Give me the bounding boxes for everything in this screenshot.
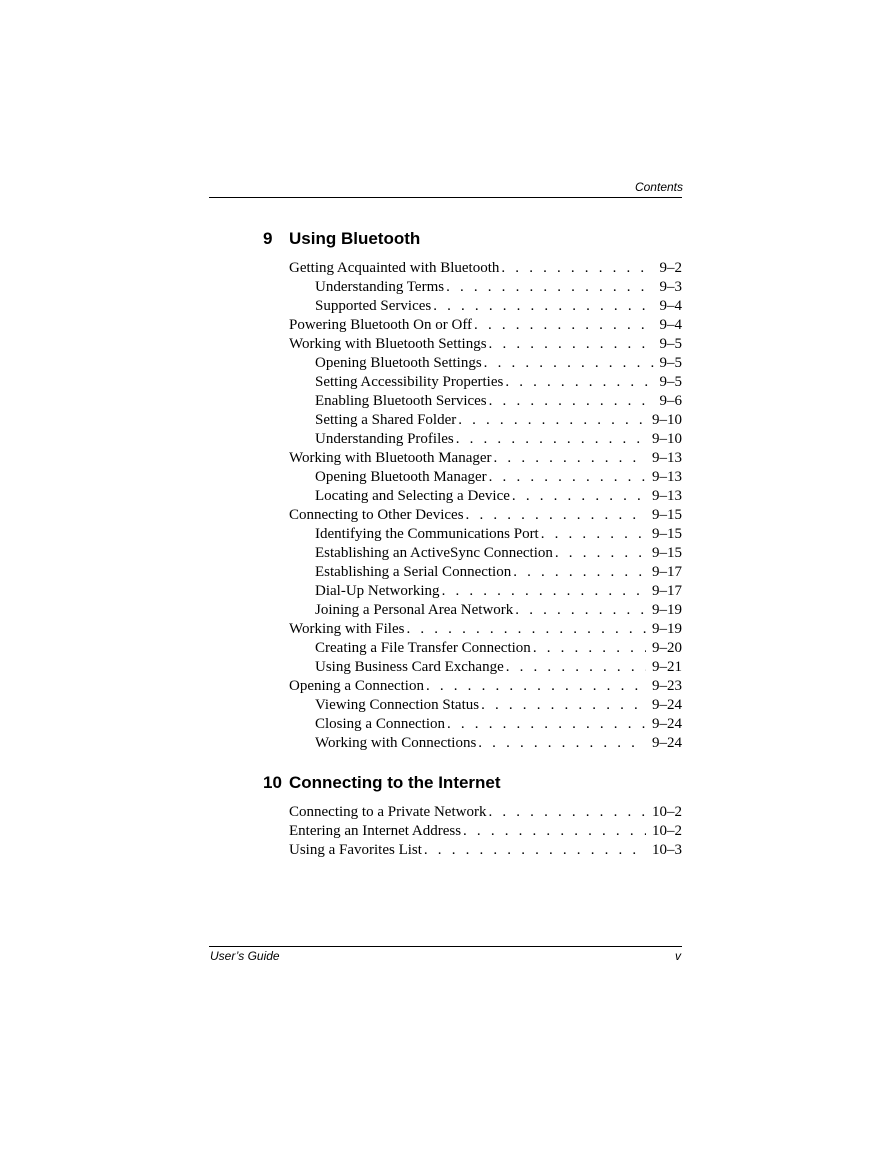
chapter-number: 10 bbox=[263, 773, 282, 792]
toc-entry-page: 9–3 bbox=[659, 279, 682, 295]
toc-entry[interactable] bbox=[289, 468, 682, 487]
toc-entry-label: Understanding Profiles bbox=[315, 431, 454, 447]
toc-entry-page: 9–20 bbox=[652, 640, 682, 656]
toc-entry[interactable] bbox=[289, 601, 682, 620]
toc-entry[interactable] bbox=[289, 316, 682, 335]
toc-entry-page: 9–5 bbox=[659, 336, 682, 352]
chapter-number: 9 bbox=[263, 229, 273, 248]
dot-leader bbox=[446, 278, 653, 297]
toc-entry-page: 10–2 bbox=[652, 804, 682, 820]
toc-entry[interactable] bbox=[289, 639, 682, 658]
dot-leader bbox=[478, 734, 646, 753]
toc-entry-label: Setting Accessibility Properties bbox=[315, 374, 504, 390]
header-rule bbox=[209, 197, 682, 198]
toc-entry-label: Entering an Internet Address bbox=[289, 823, 462, 839]
running-footer-title: User’s Guide bbox=[210, 949, 280, 963]
toc-entry-page: 9–24 bbox=[652, 697, 682, 713]
toc-entry-label: Opening Bluetooth Settings bbox=[315, 355, 482, 371]
dot-leader bbox=[488, 803, 646, 822]
toc-entry-page: 9–21 bbox=[652, 659, 682, 675]
toc-entry[interactable] bbox=[289, 841, 682, 860]
toc-entry[interactable] bbox=[289, 715, 682, 734]
chapter-section bbox=[263, 773, 682, 860]
toc-entry-page: 9–24 bbox=[652, 735, 682, 751]
dot-leader bbox=[489, 335, 654, 354]
toc-entry-label: Establishing a Serial Connection bbox=[315, 564, 512, 580]
toc-entry-label: Working with Files bbox=[289, 621, 405, 637]
toc-entry-label: Working with Bluetooth Settings bbox=[289, 336, 487, 352]
toc-entry-page: 9–13 bbox=[652, 450, 682, 466]
toc-entry-label: Enabling Bluetooth Services bbox=[315, 393, 487, 409]
toc-entry-label: Using Business Card Exchange bbox=[315, 659, 504, 675]
toc-entry-page: 9–23 bbox=[652, 678, 682, 694]
running-header: Contents bbox=[634, 180, 683, 194]
toc-entry[interactable] bbox=[289, 822, 682, 841]
chapter-heading bbox=[263, 229, 682, 249]
toc-entry-label: Connecting to a Private Network bbox=[289, 804, 487, 820]
toc-entry[interactable] bbox=[289, 335, 682, 354]
toc-entry[interactable] bbox=[289, 620, 682, 639]
toc-entry-label: Working with Bluetooth Manager bbox=[289, 450, 492, 466]
toc-entry-page: 10–2 bbox=[652, 823, 682, 839]
dot-leader bbox=[466, 506, 646, 525]
dot-leader bbox=[512, 487, 646, 506]
dot-leader bbox=[456, 430, 646, 449]
dot-leader bbox=[515, 601, 646, 620]
dot-leader bbox=[458, 411, 646, 430]
dot-leader bbox=[489, 392, 654, 411]
toc-entry-page: 9–15 bbox=[652, 545, 682, 561]
dot-leader bbox=[447, 715, 646, 734]
toc-entry[interactable] bbox=[289, 525, 682, 544]
toc-entry-page: 9–13 bbox=[652, 469, 682, 485]
footer-rule bbox=[209, 946, 682, 947]
toc-entry[interactable] bbox=[289, 677, 682, 696]
page-number: v bbox=[675, 949, 681, 963]
dot-leader bbox=[484, 354, 654, 373]
dot-leader bbox=[442, 582, 646, 601]
toc-entry-page: 9–10 bbox=[652, 431, 682, 447]
toc-entry-page: 9–15 bbox=[652, 526, 682, 542]
toc-entry-page: 9–17 bbox=[652, 564, 682, 580]
toc-entry[interactable] bbox=[289, 354, 682, 373]
toc-entry-page: 9–13 bbox=[652, 488, 682, 504]
toc-entry-page: 9–19 bbox=[652, 621, 682, 637]
toc-entry-page: 9–4 bbox=[659, 298, 682, 314]
toc-entry-label: Getting Acquainted with Bluetooth bbox=[289, 260, 500, 276]
toc-entry[interactable] bbox=[289, 487, 682, 506]
toc-entry-page: 9–10 bbox=[652, 412, 682, 428]
toc-entry-page: 9–2 bbox=[659, 260, 682, 276]
toc-entry[interactable] bbox=[289, 259, 682, 278]
toc-entry-page: 9–24 bbox=[652, 716, 682, 732]
toc-entry[interactable] bbox=[289, 411, 682, 430]
toc-entry[interactable] bbox=[289, 373, 682, 392]
toc-entry-label: Understanding Terms bbox=[315, 279, 445, 295]
toc-entry-page: 9–19 bbox=[652, 602, 682, 618]
dot-leader bbox=[463, 822, 646, 841]
toc-entry-page: 9–5 bbox=[659, 355, 682, 371]
chapter-section bbox=[263, 229, 682, 753]
dot-leader bbox=[426, 677, 646, 696]
toc-entry-label: Powering Bluetooth On or Off bbox=[289, 317, 473, 333]
toc-entry[interactable] bbox=[289, 696, 682, 715]
dot-leader bbox=[489, 468, 646, 487]
chapter-title: Connecting to the Internet bbox=[289, 773, 501, 792]
toc-entry-page: 9–6 bbox=[659, 393, 682, 409]
toc-entry-label: Joining a Personal Area Network bbox=[315, 602, 514, 618]
toc-entry[interactable] bbox=[289, 658, 682, 677]
toc-entry-label: Locating and Selecting a Device bbox=[315, 488, 510, 504]
toc-entry-page: 9–17 bbox=[652, 583, 682, 599]
dot-leader bbox=[481, 696, 646, 715]
toc-entry-label: Establishing an ActiveSync Connection bbox=[315, 545, 553, 561]
toc-entry-label: Opening a Connection bbox=[289, 678, 424, 694]
dot-leader bbox=[424, 841, 646, 860]
toc-entry-label: Setting a Shared Folder bbox=[315, 412, 457, 428]
toc-entry-label: Connecting to Other Devices bbox=[289, 507, 464, 523]
toc-entry-label: Identifying the Communications Port bbox=[315, 526, 539, 542]
toc-entry-label: Closing a Connection bbox=[315, 716, 445, 732]
toc-entry-label: Viewing Connection Status bbox=[315, 697, 480, 713]
dot-leader bbox=[555, 544, 646, 563]
dot-leader bbox=[506, 658, 646, 677]
toc-entries bbox=[289, 803, 682, 860]
toc-entry-label: Working with Connections bbox=[315, 735, 477, 751]
toc-entry-page: 9–4 bbox=[659, 317, 682, 333]
toc-entry[interactable] bbox=[289, 803, 682, 822]
toc-entry[interactable] bbox=[289, 582, 682, 601]
toc-entry-label: Supported Services bbox=[315, 298, 432, 314]
toc-entry[interactable] bbox=[289, 392, 682, 411]
dot-leader bbox=[505, 373, 653, 392]
dot-leader bbox=[406, 620, 646, 639]
dot-leader bbox=[474, 316, 653, 335]
toc-entry[interactable] bbox=[289, 278, 682, 297]
toc-entry[interactable] bbox=[289, 544, 682, 563]
toc-entry[interactable] bbox=[289, 506, 682, 525]
toc-entries bbox=[289, 259, 682, 753]
dot-leader bbox=[501, 259, 653, 278]
toc-entry[interactable] bbox=[289, 297, 682, 316]
toc-entry[interactable] bbox=[289, 449, 682, 468]
toc-entry-label: Creating a File Transfer Connection bbox=[315, 640, 531, 656]
toc-entry-page: 10–3 bbox=[652, 842, 682, 858]
chapter-title: Using Bluetooth bbox=[289, 229, 421, 248]
dot-leader bbox=[433, 297, 653, 316]
toc-entry[interactable] bbox=[289, 563, 682, 582]
toc-entry[interactable] bbox=[289, 734, 682, 753]
toc-entry-label: Opening Bluetooth Manager bbox=[315, 469, 487, 485]
dot-leader bbox=[541, 525, 646, 544]
toc-entry-page: 9–5 bbox=[659, 374, 682, 390]
dot-leader bbox=[513, 563, 646, 582]
toc-entry-label: Dial-Up Networking bbox=[315, 583, 440, 599]
toc-entry-label: Using a Favorites List bbox=[289, 842, 422, 858]
chapter-heading bbox=[263, 773, 682, 793]
dot-leader bbox=[533, 639, 646, 658]
dot-leader bbox=[494, 449, 646, 468]
toc-entry-page: 9–15 bbox=[652, 507, 682, 523]
toc-entry[interactable] bbox=[289, 430, 682, 449]
